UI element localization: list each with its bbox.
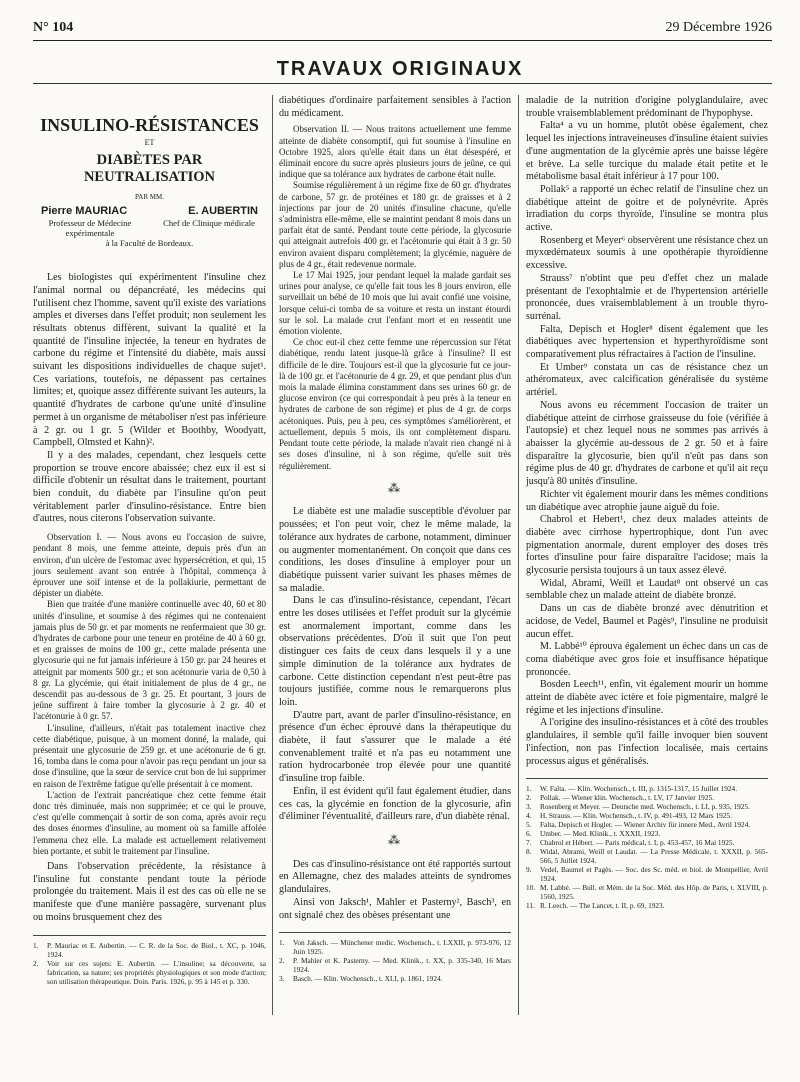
footnote: 11. R. Leech. — The Lancet, t. II, p. 69, 1923.: [526, 901, 665, 911]
author-name: E. AUBERTIN: [188, 205, 258, 218]
paragraph: Falta⁴ a vu un homme, plutôt obèse également, chez lequel les injections intraveineuses d'insuline étaient suivies d'une augmentation de la glycémie après une baisse légère et brève. La selle turcique du malade était petite et le métabolisme basal était inférieur à 17 pour 100.: [526, 120, 768, 183]
column-divider: [518, 95, 519, 1015]
footnote: 5. Falta, Depisch et Hogler. — Wiener Archiv für innere Med., Avril 1924.: [526, 820, 751, 830]
footnote: 2. Pollak. — Wiener klin. Wochensch., t. LV, 17 Janvier 1925.: [526, 793, 714, 803]
paragraph: Widal, Abrami, Weill et Laudat⁸ ont observé un cas semblable chez un malade atteint de diabète bronzé.: [526, 577, 768, 602]
paragraph: A l'origine des insulino-résistances et à côté des troubles glandulaires, il semble qu'il faille invoquer bien souvent l'infection, non pas l'infection localisée, mais certains processus aigus et généralisés.: [526, 717, 768, 767]
footnote: 1. P. Mauriac et E. Aubertin. — C. R. de la Soc. de Biol., t. XC, p. 1046, 1924.: [33, 940, 266, 959]
article-subtitle: DIABÈTES PAR NEUTRALISATION: [83, 151, 216, 185]
paragraph: Strauss⁷ n'obtint que peu d'effet chez un malade présentant de l'exophtalmie et de l'hypertension artérielle prononcée, dues vraisemblablement à un trouble thyro-surrénal.: [526, 272, 768, 322]
footnote: 10. M. Labbé. — Bull. et Mém. de la Soc. Méd. des Hôp. de Paris, t. XLVIII, p. 1560, 1925.: [526, 883, 768, 902]
paragraph: L'insuline, d'ailleurs, n'était pas totalement inactive chez cette diabétique, puisque, à un moment donné, la malade, qui présentait une glycosurie de 259 gr. et une acétonurie de 6 gr. 16, tomba dans le coma pour n'avoir pas reçu pendant un jour sa dose d'insuline, que la sœur de service crut bon de lui supprimer en raison de l'extrême fatigue qu'elle présentait à ce moment.: [33, 722, 266, 789]
paragraph: L'action de l'extrait pancréatique chez cette femme était donc très diminuée, mais non supprimée; et ce qui le prouve, c'est qu'elle commençait à sortir de son coma, après avoir reçu des doses énormes d'insuline, au moment où sa famille affolée l'emmena chez elle. La malade est actuellement relativement bien portante, et subit le traitement par l'insuline.: [33, 789, 266, 856]
footnote-rule: [279, 932, 511, 933]
footnote-rule: [526, 778, 768, 779]
affiliation: Chef de Clinique médicale: [163, 218, 255, 229]
authors: [33, 205, 266, 218]
header-rule: [33, 40, 772, 41]
paragraph: Pollak⁵ a rapporté un échec relatif de l'insuline chez un diabétique atteint de goitre et de polynévrite. Après irradiation du corps thyroïde, l'insuline se montra plus active.: [526, 183, 768, 234]
issue-number: N° 104: [33, 20, 74, 35]
page-header: [33, 18, 772, 40]
paragraph: Observation I. — Nous avons eu l'occasion de suivre, pendant 8 mois, une femme atteinte, depuis près d'un an environ, d'un ulcère de l'estomac avec hypersécrétion, et qui, 15 jours seulement avant son entrée à l'hôpital, commença à éprouver une soif intense et de la pollakiurie, permettant de dépister un diabète.: [33, 532, 266, 599]
paragraph: Bien que traitée d'une manière continuelle avec 40, 60 et 80 unités d'insuline, et soumise à des régimes qui ne contenaient jamais plus de 50 gr. et par moments ne renfermaient que 30 gr. d'hydrates de carbone pour une teneur en protéine de 40 à 60 gr. et en graisses de moins de 100 gr., cette malade présenta une glycosurie qui ne fut jamais inférieure à 150 gr. par 24 heures et atteignit par moments 500 gr.; et son acétonurie varia de 0,50 à 8 gr. La glycémie, qui était initialement de plus de 4 gr., ne descendit pas au-dessous de 3 gr. 25. Et pourtant, 3 jours de jeûne suffirent à faire tomber la glycosurie à 2 gr. 40 et l'acétonurie à 0 gr. 57.: [33, 599, 266, 722]
paragraph: Dans le cas d'insulino-résistance, cependant, l'écart entre les doses utilisées et l'effet produit sur la glycémie est anormalement important, comme dans les observations précédentes. D'où il suit que l'on peut distinguer ces faits de ceux dans lesquels il y a une simple diminution de la tolérance aux hydrates de carbone. Cette distinction cependant n'est peut-être pas toujours justifiée, comme nous le remarquerons plus loin.: [279, 595, 511, 708]
section-separator: ⁂: [388, 480, 402, 495]
paragraph: Il y a des malades, cependant, chez lesquels cette proportion se trouve encore abaissée; chez eux il est si difficile d'obtenir un résultat dans le traitement, pourtant bien conduit, du diabète par l'insuline qu'on peut véritablement parler d'insulino-résistance. Entre bien d'autres, nous citerons l'observation suivante.: [33, 449, 266, 525]
affiliations: [33, 218, 266, 238]
footnote: 3. Rosenberg et Meyer. — Deutsche med. Wochensch., t. LI, p. 935, 1925.: [526, 802, 750, 812]
paragraph: diabétiques d'ordinaire parfaitement sensibles à l'action du médicament.: [279, 95, 511, 119]
paragraph: Des cas d'insulino-résistance ont été rapportés surtout en Allemagne, chez des malades atteints de syndromes glandulaires.: [279, 858, 511, 896]
footnote-rule: [33, 935, 266, 936]
footnote: 4. H. Strauss. — Klin. Wochensch., t. IV, p. 491-493, 12 Mars 1925.: [526, 811, 732, 821]
issue-date: 29 Décembre 1926: [665, 20, 772, 35]
paragraph: M. Labbé¹⁰ éprouva également un échec dans un cas de coma diabétique avec gros foie et insuffisance hépatique prononcée.: [526, 641, 768, 678]
footnote: 3. Basch. — Klin. Wochensch., t. XLI, p. 1861, 1924.: [279, 974, 443, 984]
paragraph: Ce choc eut-il chez cette femme une répercussion sur l'état diabétique, rendu latent jusque-là grâce à l'insuline? Il est difficile de le dire. Toujours est-il que la glycosurie fut ce jour-là de 100 gr. et l'acétonurie de 4 gr. 29, et que pendant plus d'un mois la malade élimina constamment dans ses urines 60 gr. de glucose environ (ce qui correspondait à peu près à la teneur en hydrates de carbone de son régime) et plus de 4 gr. de corps acétoniques. Puis, peu à peu, ces symptômes s'améliorèrent, et actuellement, depuis 5 mois, ils ont complètement disparu. Pendant toute cette période, la malade n'avait rien changé ni à ses doses d'insuline, ni à son régime, qu'elle suit très régulièrement.: [279, 337, 511, 471]
footnote: 2. Voir sur ces sujets: E. Aubertin. — L'insuline; sa découverte, sa fabrication, sa nature; ses propriétés physiologiques et son mode d'action; son utilisation thérapeutique. Doin. Paris. 1926, p. 95 à 145 et p. 330.: [33, 958, 266, 986]
faculty: à la Faculté de Bordeaux.: [105, 238, 194, 249]
footnote: 2. P. Mahler et K. Pasterny. — Med. Klinik., t. XX, p. 335-340, 16 Mars 1924.: [279, 956, 511, 975]
section-rule: [33, 83, 772, 84]
paragraph: Soumise régulièrement à un régime fixe de 60 gr. d'hydrates de carbone, 57 gr. de protéines et 180 gr. de graisses et à 2 injections par jour de 20 unités d'insuline chacune, qu'elle s'administra elle-même, elle se maintint pendant 8 mois dans un parfait état de santé. Pendant toute cette période, la glycosurie qui atteignait autrefois 400 gr. et l'acétonurie qui était à 3 gr. 50 environ avaient disparu complètement; la glycémie, naguère de plus de 4 gr., était redevenue normale.: [279, 180, 511, 269]
paragraph: Observation II. — Nous traitons actuellement une femme atteinte de diabète consomptif, qui fut soumise à l'insuline en Octobre 1925, alors qu'elle était dans un état désespéré, et éliminait encore du sucre après plusieurs jours de jeûne, ce qui indique que sa tolérance aux hydrates de carbone était nulle.: [279, 124, 511, 180]
column-3: [526, 95, 768, 910]
title-conjunction: ET: [144, 138, 155, 147]
paragraph: Rosenberg et Meyer⁶ observèrent une résistance chez un myxœdémateux soumis à une opothérapie thyroïdienne excessive.: [526, 234, 768, 272]
section-separator: ⁂: [388, 832, 402, 847]
by-line: PAR MM.: [135, 192, 164, 201]
column-divider: [272, 95, 273, 1015]
paragraph: Richter vit également mourir dans les mêmes conditions un diabétique avec atrophie jaune aiguë du foie.: [526, 488, 768, 513]
paragraph: Le 17 Mai 1925, jour pendant lequel la malade gardait ses urines pour analyse, ce qu'elle fait tous les 8 jours environ, elle surveillait un bébé de 10 mois que lui avait confié une voisine, lorsque celui-ci tomba de sa voiture et resta un instant étourdi sur le sol. La malade crut l'enfant mort et en ressentit une émotion violente.: [279, 270, 511, 337]
footnote: 1. W. Falta. — Klin. Wochensch., t. III, p. 1315-1317, 15 Juillet 1924.: [526, 784, 738, 794]
footnote: 7. Chabrol et Hébert. — Paris médical, t. I, p. 453-457, 16 Mai 1925.: [526, 838, 735, 848]
column-2: [279, 95, 511, 983]
paragraph: Dans l'observation précédente, la résistance à l'insuline fut constante pendant toute la période prolongée du traitement. Mais il est des cas où elle ne se manifeste que d'une manière passagère, survenant plus ou moins brusquement chez des: [33, 861, 266, 923]
footnote: 8. Widal, Abrami, Weill et Laudat. — La Presse Médicale, t. XXXII, p. 565-566, 5 Juillet 1924.: [526, 847, 768, 866]
paragraph: Les biologistes qui expérimentent l'insuline chez l'animal normal ou dépancréaté, les médecins qui l'utilisent chez l'homme, savent qu'il existe des variations amples et diverses dans l'effet produit; non seulement les résultats obtenus diffèrent, suivant la qualité et la quantité de l'insuline injectée, la teneur en hydrates de carbone du régime et l'intensité du diabète, mais aussi suivant les dispositions individuelles de chaque sujet¹. Ces variations, toutefois, ne dépassent pas certaines limites; et, quoique assez différente suivant les auteurs, la quantité d'hydrates de carbone qu'une unité d'insuline permet à un organisme de métaboliser n'est pas inférieure à 2 gr. ou 1 gr. 5 (Wilder et Boothby, Woodyatt, Campbell, Olmsted et Kahn)².: [33, 272, 266, 449]
paragraph: D'autre part, avant de parler d'insulino-résistance, en présence d'un échec éprouvé dans la thérapeutique du diabète, il faut s'assurer que le malade a été convenablement traité et n'a pas eu notamment une ration hydrocarbonée trop élevée pour une quantité d'insuline trop faible.: [279, 709, 511, 785]
footnote: 9. Vedel, Baumel et Pagès. — Soc. des Sc. méd. et biol. de Montpellier, Avril 1924.: [526, 865, 768, 884]
paragraph: Chabrol et Hebert¹, chez deux malades atteints de diabète avec cirrhose hypertrophique, dont l'un avec pigmentation anormale, durent employer des doses très fortes d'insuline pour faire disparaître l'acidose; mais la glycosurie persista toujours à un taux assez élevé.: [526, 514, 768, 577]
paragraph: Ainsi von Jaksch¹, Mahler et Pasterny², Basch³, en ont signalé chez des obèses présentant une: [279, 896, 511, 921]
article-title: INSULINO-RÉSISTANCES: [40, 115, 259, 135]
paragraph: Falta, Depisch et Hogler⁸ disent également que les diabétiques avec hypertension et hyperthyroïdisme sont comparativement plus réfractaires à l'action de l'insuline.: [526, 323, 768, 361]
affiliation: Professeur de Médecine expérimentale: [48, 218, 132, 239]
paragraph: Dans un cas de diabète bronzé avec dénutrition et acidose, de Vedel, Baumel et Pagès⁹, l'insuline ne produisit aucun effet.: [526, 603, 768, 640]
paragraph: Enfin, il est évident qu'il faut également étudier, dans ces cas, la glycémie en fonction de la glycosurie, afin d'éliminer l'éventualité, d'ailleurs rare, d'un diabète rénal.: [279, 785, 511, 823]
footnote: 1. Von Jaksch. — Münchener medic. Wochensch., t. LXXII, p. 973-976, 12 Juin 1925.: [279, 938, 511, 957]
paragraph: Et Umber⁹ constata un cas de résistance chez un athéromateux, avec calcification généralisée du système artériel.: [526, 361, 768, 399]
author-name: Pierre MAURIAC: [41, 205, 128, 218]
paragraph: Le diabète est une maladie susceptible d'évoluer par poussées; et l'on peut voir, chez le même malade, la tolérance aux hydrates de carbone, notamment, diminuer ou augmenter momentanément. On conçoit que dans ces conditions, les doses d'insuline à employer pour un diabétique puissent varier suivant les phases mêmes de sa maladie.: [279, 506, 511, 594]
column-1: [33, 95, 266, 986]
paragraph: maladie de la nutrition d'origine polyglandulaire, avec trouble vraisemblablement prédominant de l'hypophyse.: [526, 95, 768, 119]
section-title: TRAVAUX ORIGINAUX: [276, 58, 524, 80]
paragraph: Bosden Leech¹¹, enfin, vit également mourir un homme atteint de diabète avec ictère et foie pigmentaire, malgré le régime et les injections d'insuline.: [526, 679, 768, 716]
footnote: 6. Umber. — Med. Klinik., t. XXXII, 1923.: [526, 829, 661, 839]
paragraph: Nous avons eu récemment l'occasion de traiter un diabétique atteint de cirrhose graisseuse du foie (vérifiée à l'autopsie) et chez lequel nous ne sommes pas arrivés à abaisser la glycémie au-dessous de 2 gr. 50 et à faire disparaître la glycosurie, bien qu'il n'eût pas dans son régime plus de 40 gr. d'hydrates de carbone et qu'il ait reçu jusqu'à 80 unités d'insuline.: [526, 399, 768, 488]
